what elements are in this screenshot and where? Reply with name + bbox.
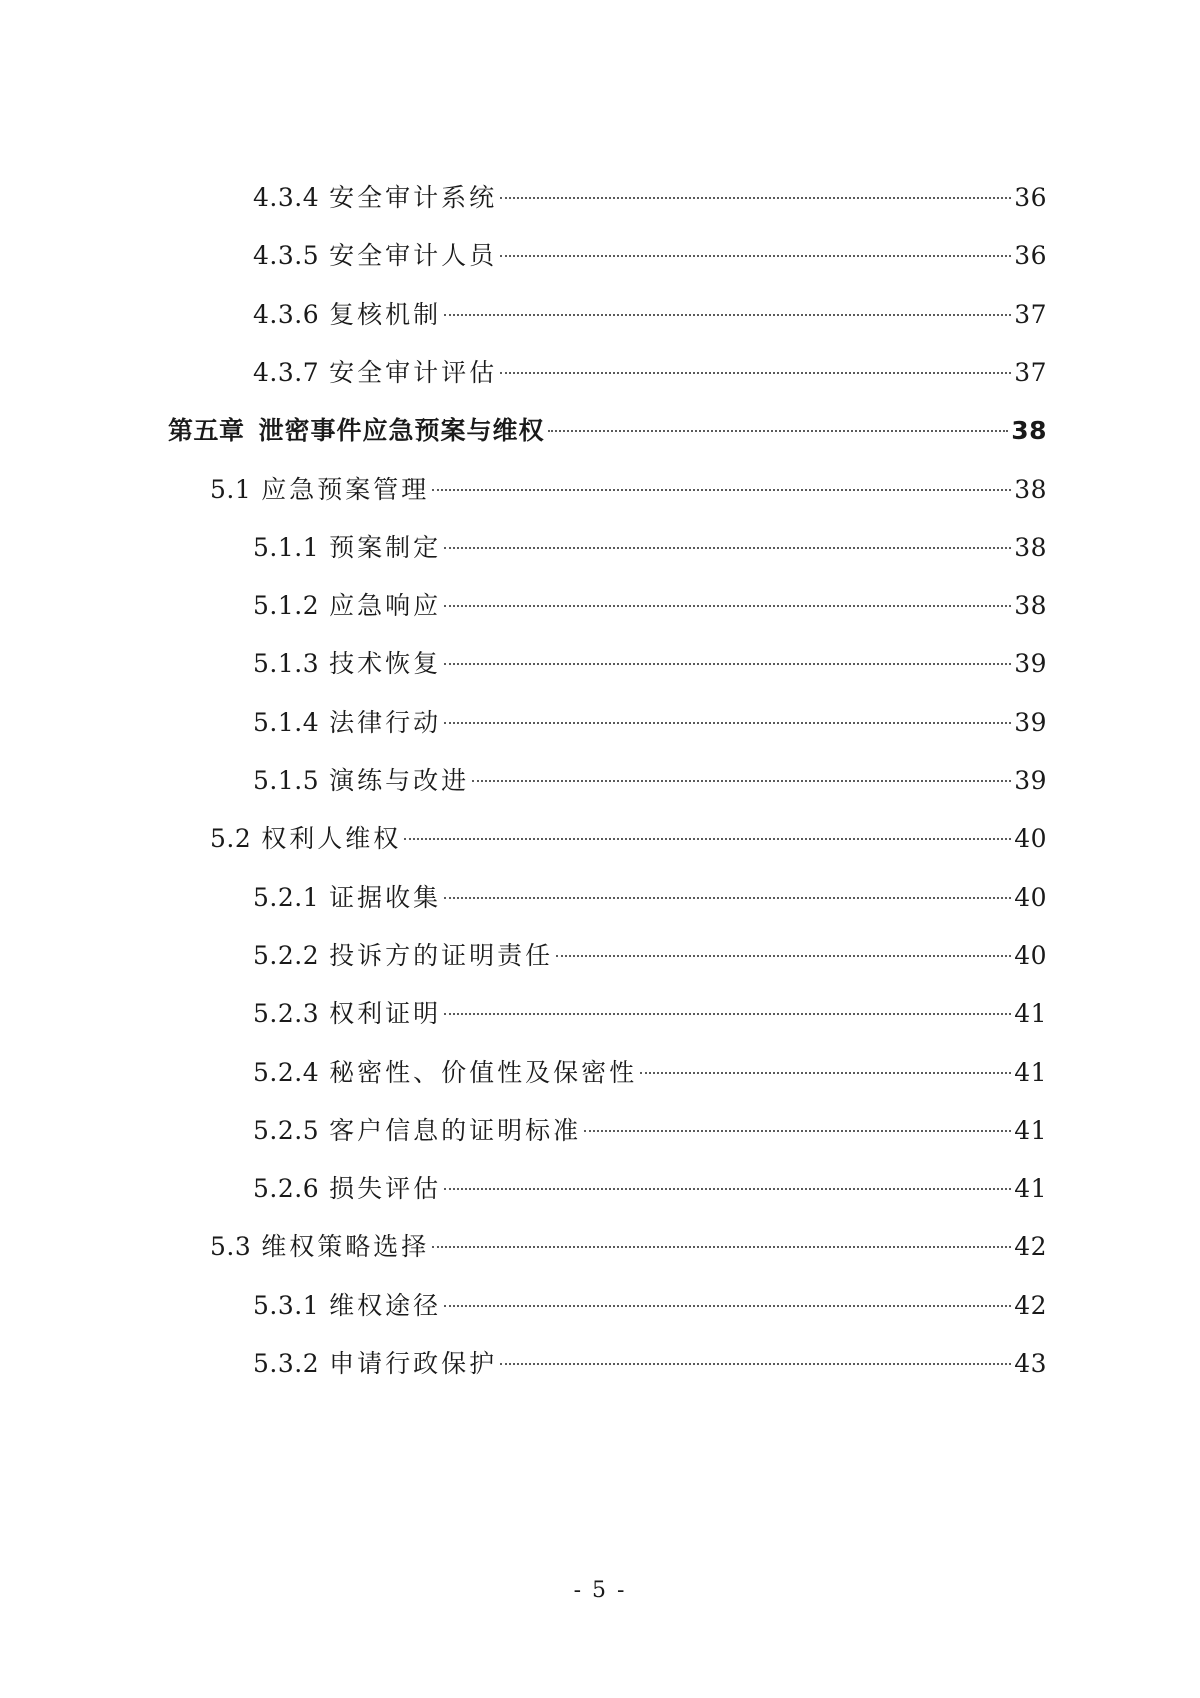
toc-entry-page: 43 xyxy=(1014,1349,1047,1378)
toc-entry-title: 秘密性、价值性及保密性 xyxy=(329,1058,638,1087)
toc-entry-title: 技术恢复 xyxy=(329,649,442,678)
toc-entry-number: 4.3.7 xyxy=(253,358,320,387)
toc-entry-title: 法律行动 xyxy=(329,708,442,737)
toc-entry-page: 40 xyxy=(1014,824,1047,853)
page-number: - 5 - xyxy=(573,1578,627,1603)
toc-entry-title: 维权途径 xyxy=(329,1291,442,1320)
dot-leader xyxy=(500,197,1011,199)
toc-entry-title: 投诉方的证明责任 xyxy=(329,941,554,970)
dot-leader xyxy=(444,663,1011,665)
toc-entry-number: 5.1.5 xyxy=(253,766,320,795)
toc-subsection-entry[interactable] xyxy=(253,353,1047,393)
toc-entry-number: 5.2.6 xyxy=(253,1174,320,1203)
toc-subsection-entry[interactable] xyxy=(253,936,1047,976)
toc-entry-number: 4.3.6 xyxy=(253,300,320,329)
toc-entry-title: 泄密事件应急预案与维权 xyxy=(258,416,545,445)
toc-entry-page: 38 xyxy=(1014,591,1047,620)
dot-leader xyxy=(500,372,1011,374)
toc-subsection-entry[interactable] xyxy=(253,644,1047,684)
toc-subsection-entry[interactable] xyxy=(253,761,1047,801)
toc-entry-title: 申请行政保护 xyxy=(329,1349,498,1378)
toc-subsection-entry[interactable] xyxy=(253,1344,1047,1384)
toc-entry-page: 39 xyxy=(1014,649,1047,678)
dot-leader xyxy=(444,605,1011,607)
toc-entry-title: 安全审计人员 xyxy=(329,241,498,270)
dot-leader xyxy=(500,255,1011,257)
toc-entry-number: 5.3.1 xyxy=(253,1291,320,1320)
toc-entry-page: 38 xyxy=(1011,416,1047,445)
toc-subsection-entry[interactable] xyxy=(253,295,1047,335)
dot-leader xyxy=(444,722,1011,724)
dot-leader xyxy=(556,955,1011,957)
toc-entry-page: 39 xyxy=(1014,708,1047,737)
dot-leader xyxy=(472,780,1011,782)
toc-entry-title: 维权策略选择 xyxy=(261,1232,430,1261)
dot-leader xyxy=(444,314,1011,316)
toc-entry-page: 42 xyxy=(1014,1232,1047,1261)
toc-entry-page: 40 xyxy=(1014,883,1047,912)
toc-entry-title: 安全审计评估 xyxy=(329,358,498,387)
toc-entry-page: 41 xyxy=(1014,1174,1047,1203)
toc-entry-page: 41 xyxy=(1014,1116,1047,1145)
toc-entry-page: 41 xyxy=(1014,999,1047,1028)
toc-section-entry[interactable] xyxy=(210,470,1047,510)
toc-subsection-entry[interactable] xyxy=(253,178,1047,218)
toc-subsection-entry[interactable] xyxy=(253,1286,1047,1326)
toc-entry-page: 42 xyxy=(1014,1291,1047,1320)
toc-chapter-entry[interactable] xyxy=(168,411,1047,451)
toc-section-entry[interactable] xyxy=(210,819,1047,859)
toc-entry-number: 5.3.2 xyxy=(253,1349,320,1378)
toc-entry-page: 37 xyxy=(1014,300,1047,329)
toc-subsection-entry[interactable] xyxy=(253,1169,1047,1209)
dot-leader xyxy=(432,1246,1011,1248)
toc-entry-number: 5.2.1 xyxy=(253,883,320,912)
dot-leader xyxy=(640,1072,1011,1074)
dot-leader xyxy=(444,897,1011,899)
toc-entry-page: 37 xyxy=(1014,358,1047,387)
toc-entry-title: 复核机制 xyxy=(329,300,442,329)
toc-entry-title: 权利人维权 xyxy=(261,824,402,853)
toc-entry-title: 客户信息的证明标准 xyxy=(329,1116,582,1145)
toc-entry-number: 5.2.5 xyxy=(253,1116,320,1145)
toc-entry-title: 损失评估 xyxy=(329,1174,442,1203)
toc-entry-title: 权利证明 xyxy=(329,999,442,1028)
toc-subsection-entry[interactable] xyxy=(253,703,1047,743)
toc-entry-number: 5.1 xyxy=(210,475,252,504)
toc-subsection-entry[interactable] xyxy=(253,1111,1047,1151)
toc-subsection-entry[interactable] xyxy=(253,236,1047,276)
toc-entry-number: 第五章 xyxy=(168,416,245,445)
toc-entry-page: 40 xyxy=(1014,941,1047,970)
toc-entry-number: 4.3.4 xyxy=(253,183,320,212)
toc-entry-page: 36 xyxy=(1014,241,1047,270)
toc-subsection-entry[interactable] xyxy=(253,878,1047,918)
toc-entry-number: 5.1.3 xyxy=(253,649,320,678)
toc-section-entry[interactable] xyxy=(210,1227,1047,1267)
toc-entry-number: 5.2 xyxy=(210,824,252,853)
toc-entry-number: 5.2.2 xyxy=(253,941,320,970)
toc-entry-page: 39 xyxy=(1014,766,1047,795)
dot-leader xyxy=(444,547,1011,549)
dot-leader xyxy=(500,1363,1011,1365)
dot-leader xyxy=(548,430,1009,432)
dot-leader xyxy=(432,489,1011,491)
toc-entry-number: 5.1.1 xyxy=(253,533,320,562)
toc-subsection-entry[interactable] xyxy=(253,528,1047,568)
dot-leader xyxy=(404,838,1011,840)
toc-entry-title: 证据收集 xyxy=(329,883,442,912)
dot-leader xyxy=(444,1013,1011,1015)
toc-entry-page: 38 xyxy=(1014,475,1047,504)
toc-entry-page: 38 xyxy=(1014,533,1047,562)
dot-leader xyxy=(444,1305,1011,1307)
toc-entry-title: 应急响应 xyxy=(329,591,442,620)
dot-leader xyxy=(444,1188,1011,1190)
toc-entry-number: 5.2.4 xyxy=(253,1058,320,1087)
toc-entry-number: 4.3.5 xyxy=(253,241,320,270)
toc-entry-page: 41 xyxy=(1014,1058,1047,1087)
toc-entry-title: 演练与改进 xyxy=(329,766,470,795)
toc-entry-page: 36 xyxy=(1014,183,1047,212)
toc-subsection-entry[interactable] xyxy=(253,1053,1047,1093)
toc-entry-number: 5.1.2 xyxy=(253,591,320,620)
toc-entry-number: 5.3 xyxy=(210,1232,252,1261)
toc-subsection-entry[interactable] xyxy=(253,994,1047,1034)
toc-entry-number: 5.2.3 xyxy=(253,999,320,1028)
toc-entry-title: 应急预案管理 xyxy=(261,475,430,504)
dot-leader xyxy=(584,1130,1011,1132)
toc-entry-number: 5.1.4 xyxy=(253,708,320,737)
toc-entry-title: 预案制定 xyxy=(329,533,442,562)
toc-entry-title: 安全审计系统 xyxy=(329,183,498,212)
toc-subsection-entry[interactable] xyxy=(253,586,1047,626)
